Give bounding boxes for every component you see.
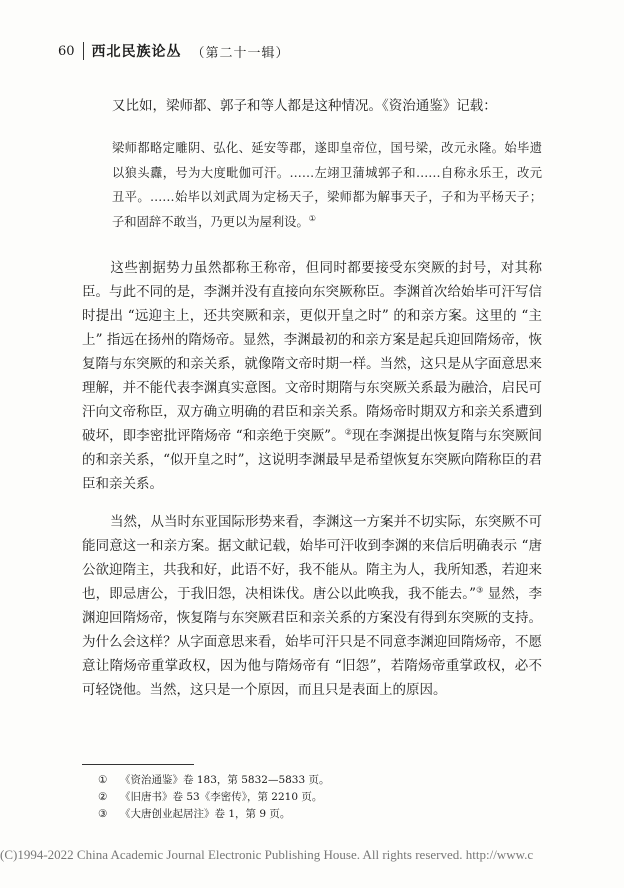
paragraph-1-text-a: 这些割据势力虽然都称王称帝，但同时都要接受东突厥的封号，对其称臣。与此不同的是，李渊并没有直接向东突厥称臣。李渊首次给始毕可汗写信时提出 “远迎主上，还共突厥和亲，更似开皇之时” 的和亲方案。这里的 “主上” 指远在扬州的隋炀帝。显然，李渊最初的和亲方案是起兵迎回隋炀帝，恢复隋与东突厥的和亲关系，就像隋文帝时期一样。当然，这只是从字面意思来理解，并不能代表李渊真实意图。文帝时期隋与东突厥关系最为融洽，启民可汗向文帝称臣，双方确立明确的君臣和亲关系。隋炀帝时期双方和亲关系遭到破坏，即李密批评隋炀帝 “和亲绝于突厥”。	[82, 260, 542, 444]
quote-text: 梁师都略定雕阴、弘化、延安等郡，遂即皇帝位，国号梁，改元永隆。始毕遗以狼头纛，号为大度毗伽可汗。……左翊卫蒲城郭子和……自称永乐王，改元丑平。……始毕以刘武周为定杨天子，梁师都为解事天子，子和为平杨天子；子和固辞不敢当，乃更以为屋利设。	[112, 141, 542, 229]
page-number: 60	[58, 43, 75, 59]
running-header	[58, 40, 290, 62]
footnote-ref-2: ②	[344, 427, 352, 437]
footnote-item	[98, 772, 330, 789]
intro-paragraph: 又比如，梁师都、郭子和等人都是这种情况。《资治通鉴》记载：	[112, 98, 497, 114]
footnote-text: 《大唐创业起居注》卷 1，第 9 页。	[120, 808, 291, 820]
copyright-notice: (C)1994-2022 China Academic Journal Electronic Publishing House. All rights reserved. http://www.c	[0, 847, 534, 862]
issue-label: （第二十一辑）	[191, 45, 290, 61]
paragraph-1	[82, 256, 542, 496]
paragraph-2	[82, 510, 542, 702]
block-quote	[112, 136, 542, 234]
journal-title: 西北民族论丛	[91, 44, 182, 60]
footnote-mark: ②	[98, 791, 108, 803]
footnote-item	[98, 806, 330, 823]
footnote-mark: ①	[98, 774, 108, 786]
footnote-item	[98, 789, 330, 806]
footnote-ref-3: ③	[476, 585, 484, 595]
footnote-ref-1: ①	[308, 213, 316, 223]
footnote-text: 《旧唐书》卷 53《李密传》，第 2210 页。	[120, 791, 323, 803]
paragraph-2-text-b: 显然，李渊迎回隋炀帝，恢复隋与东突厥君臣和亲关系的方案没有得到东突厥的支持。为什么会这样？从字面意思来看，始毕可汗只是不同意李渊迎回隋炀帝，不愿意让隋炀帝重掌政权，因为他与隋炀帝有 “旧怨”，若隋炀帝重掌政权，必不可轻饶他。当然，这只是一个原因，而且只是表面上的原因。	[82, 586, 543, 698]
footnote-list	[98, 772, 330, 823]
paragraph-1-text-b: 现在李渊提出恢复隋与东突厥间的和亲关系，“似开皇之时”，这说明李渊最早是希望恢复东突厥向隋称臣的君臣和亲关系。	[82, 428, 542, 492]
footnote-divider	[82, 764, 194, 765]
paragraph-2-text-a: 当然，从当时东亚国际形势来看，李渊这一方案并不切实际，东突厥不可能同意这一和亲方案。据文献记载，始毕可汗收到李渊的来信后明确表示 “唐公欲迎隋主，共我和好，此语不好，我不能从。隋主为人，我所知悉，若迎来也，即忌唐公，于我旧怨，决相诛伐。唐公以此唤我，我不能去。”	[82, 514, 542, 602]
footnote-mark: ③	[98, 808, 108, 820]
header-divider	[83, 42, 84, 60]
footnote-text: 《资治通鉴》卷 183，第 5832—5833 页。	[120, 774, 330, 786]
